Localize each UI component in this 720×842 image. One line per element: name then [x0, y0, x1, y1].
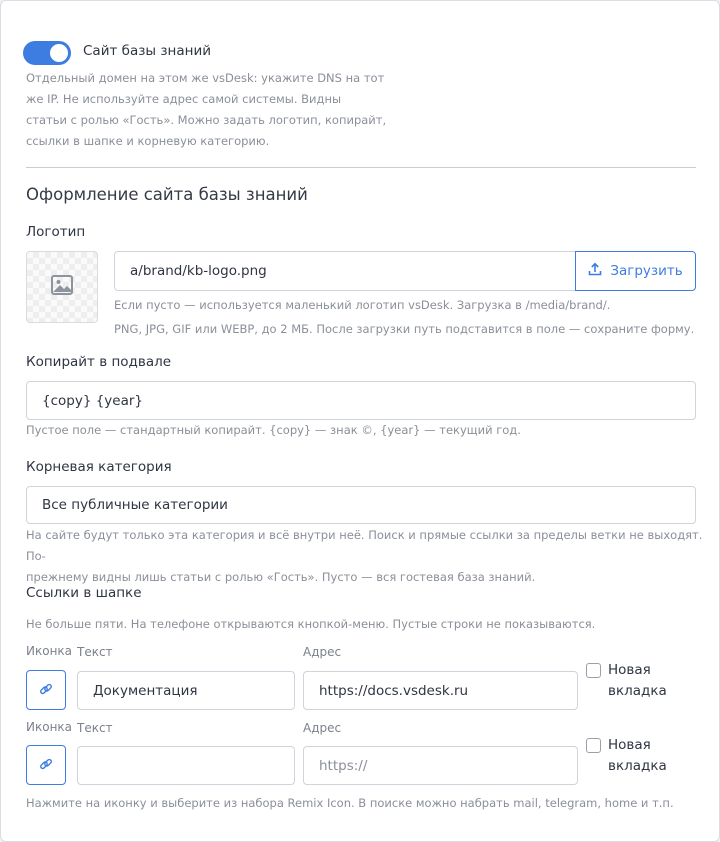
description-line: Отдельный домен на этом же vsDesk: укажите DNS на тот — [26, 71, 385, 85]
new-tab-label-line: Новая — [608, 737, 651, 753]
copyright-label: Копирайт в подвале — [26, 354, 172, 370]
icon-picker-help: Нажмите на иконку и выберите из набора Remix Icon. В поиске можно набрать mail, telegram, home и т.п. — [26, 796, 674, 810]
kb-site-description — [26, 68, 386, 152]
logo-help-line: PNG, JPG, GIF или WEBP, до 2 МБ. После загрузки путь подставится в поле — сохраните форму. — [114, 322, 695, 336]
logo-path-value: a/brand/kb-logo.png — [130, 263, 267, 279]
new-tab-label-line: вкладка — [608, 683, 667, 699]
logo-path-input[interactable] — [114, 251, 576, 291]
upload-button-label: Загрузить — [610, 263, 683, 279]
root-category-label: Корневая категория — [26, 459, 172, 475]
copyright-value: {copy} {year} — [42, 392, 144, 409]
logo-help-line: Если пусто — используется маленький логотип vsDesk. Загрузка в /media/brand/. — [114, 298, 611, 312]
copyright-help: Пустое поле — стандартный копирайт. {copy} — знак ©, {year} — текущий год. — [26, 423, 521, 437]
copyright-input[interactable] — [26, 381, 696, 420]
toggle-knob — [50, 44, 68, 62]
link-icon — [39, 681, 53, 700]
new-tab-label — [608, 735, 667, 777]
section-title: Оформление сайта базы знаний — [26, 185, 308, 204]
upload-button[interactable] — [575, 251, 696, 291]
link-text-input[interactable] — [77, 746, 295, 785]
col-text-label: Текст — [77, 721, 113, 735]
new-tab-checkbox[interactable] — [586, 738, 601, 753]
kb-site-toggle-label: Сайт базы знаний — [83, 43, 212, 59]
root-category-value: Все публичные категории — [42, 497, 228, 513]
link-url-placeholder: https:// — [319, 757, 368, 774]
new-tab-label-line: вкладка — [608, 758, 667, 774]
upload-icon — [588, 262, 602, 280]
root-category-select[interactable] — [26, 486, 696, 524]
root-category-help-line: прежнему видны лишь статьи с ролью «Гость». Пусто — вся гостевая база знаний. — [26, 570, 536, 584]
root-category-help — [26, 525, 719, 588]
new-tab-label-line: Новая — [608, 662, 651, 678]
new-tab-label — [608, 660, 667, 702]
link-icon-picker-button[interactable] — [26, 670, 66, 710]
link-url-value: https://docs.vsdesk.ru — [319, 682, 469, 699]
link-icon — [39, 756, 53, 775]
link-url-input[interactable] — [303, 746, 578, 785]
section-divider — [26, 167, 696, 168]
logo-preview — [26, 251, 98, 323]
header-links-label: Ссылки в шапке — [26, 585, 142, 601]
root-category-help-line: На сайте будут только эта категория и всё внутри неё. Поиск и прямые ссылки за пределы ветки не выходят. По- — [26, 528, 703, 563]
new-tab-checkbox[interactable] — [586, 663, 601, 678]
col-icon-label: Иконка — [26, 644, 73, 658]
col-text-label: Текст — [77, 645, 113, 659]
link-icon-picker-button[interactable] — [26, 745, 66, 785]
link-url-input[interactable] — [303, 671, 578, 710]
link-text-input[interactable] — [77, 671, 295, 710]
kb-site-toggle[interactable] — [23, 41, 71, 65]
header-links-help: Не больше пяти. На телефоне открываются кнопкой-меню. Пустые строки не показываются. — [26, 617, 596, 631]
col-url-label: Адрес — [303, 721, 342, 735]
description-line: статьи с ролью «Гость». Можно задать логотип, копирайт, — [26, 113, 387, 127]
logo-help — [114, 293, 694, 341]
description-line: же IP. Не используйте адрес самой системы. Видны — [26, 92, 342, 106]
logo-label: Логотип — [26, 224, 86, 240]
image-icon — [50, 274, 74, 300]
col-url-label: Адрес — [303, 645, 342, 659]
description-line: ссылки в шапке и корневую категорию. — [26, 134, 270, 148]
link-text-value: Документация — [93, 682, 198, 699]
col-icon-label: Иконка — [26, 720, 73, 734]
